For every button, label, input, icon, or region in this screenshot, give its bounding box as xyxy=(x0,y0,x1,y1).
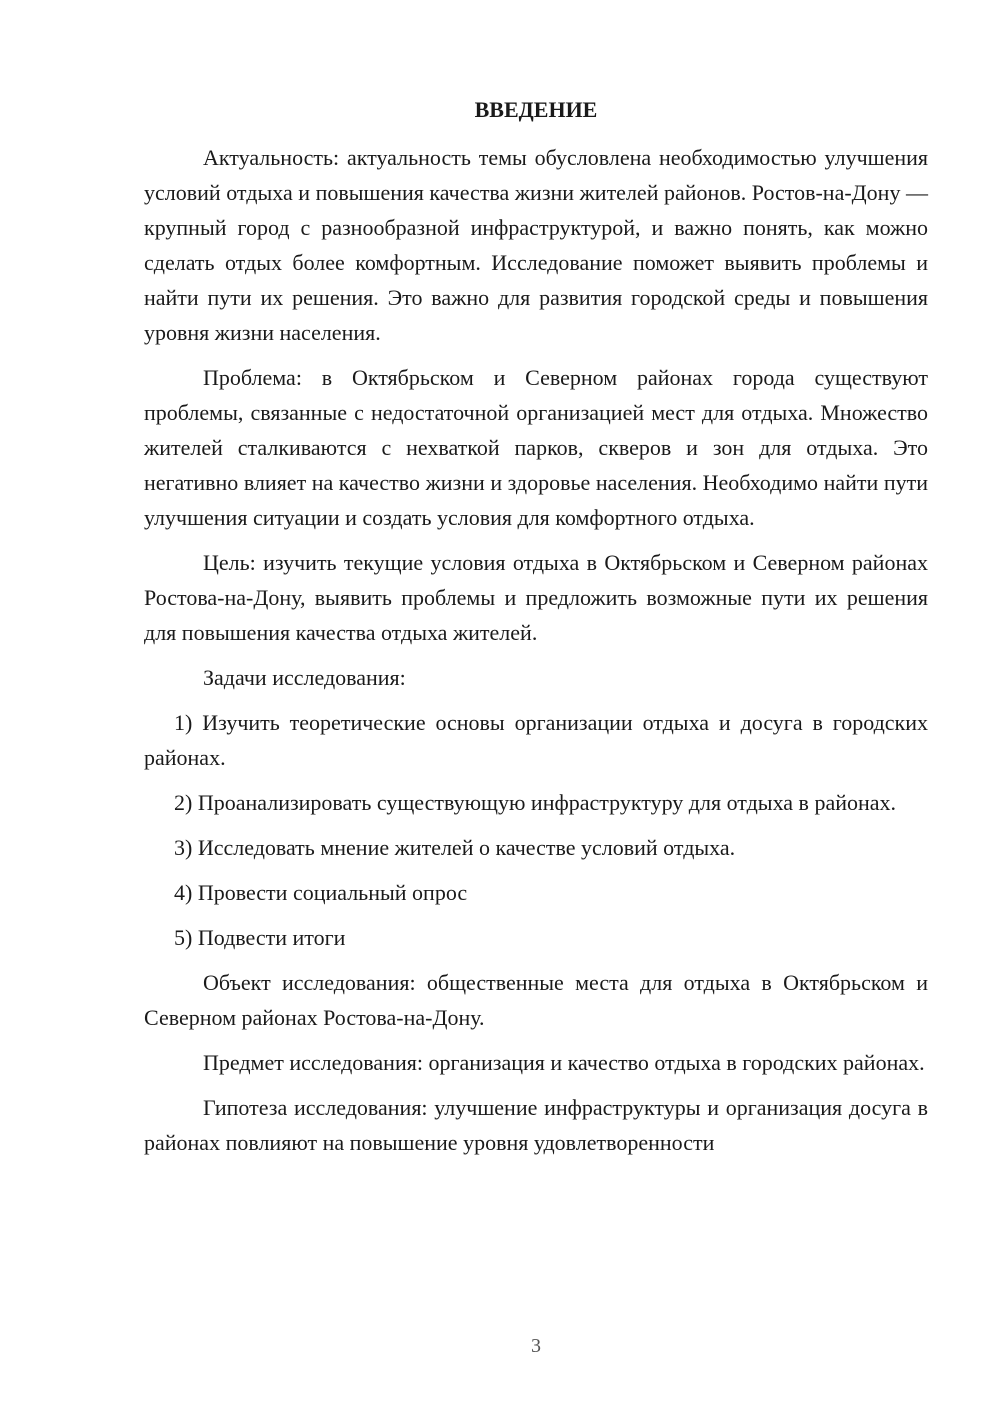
task-item-2: 2) Проанализировать существующую инфраструктуру для отдыха в районах. xyxy=(174,790,897,815)
paragraph-problem: Проблема: в Октябрьском и Северном районах города существуют проблемы, связанные с недостаточной организацией мест для отдыха. Множество жителей сталкиваются с нехваткой парков, скверов и зон для отдыха. Это негативно влияет на качество жизни и здоровье населения. Необходимо найти пути улучшения ситуации и создать условия для комфортного отдыха. xyxy=(144,365,928,530)
section-heading: ВВЕДЕНИЕ xyxy=(474,97,598,122)
task-item-3: 3) Исследовать мнение жителей о качестве условий отдыха. xyxy=(174,835,736,860)
paragraph-relevance: Актуальность: актуальность темы обусловлена необходимостью улучшения условий отдыха и повышения качества жизни жителей районов. Ростов-на-Дону — крупный город с разнообразной инфраструктурой, и важно понять, как можно сделать отдых более комфортным. Исследование поможет выявить проблемы и найти пути их решения. Это важно для развития городской среды и повышения уровня жизни населения. xyxy=(144,145,928,345)
task-item-4: 4) Провести социальный опрос xyxy=(174,880,468,905)
page-content xyxy=(144,95,928,1170)
paragraph-subject: Предмет исследования: организация и качество отдыха в городских районах. xyxy=(203,1050,925,1075)
paragraph-tasks-intro: Задачи исследования: xyxy=(203,665,406,690)
paragraph-goal: Цель: изучить текущие условия отдыха в Октябрьском и Северном районах Ростова-на-Дону, выявить проблемы и предложить возможные пути их решения для повышения качества отдыха жителей. xyxy=(144,550,928,645)
paragraph-hypothesis: Гипотеза исследования: улучшение инфраструктуры и организация досуга в районах повлияют на повышение уровня удовлетворенности xyxy=(144,1095,928,1155)
task-item-1: 1) Изучить теоретические основы организации отдыха и досуга в городских районах. xyxy=(144,710,928,770)
page-number: 3 xyxy=(531,1335,541,1357)
paragraph-object: Объект исследования: общественные места для отдыха в Октябрьском и Северном районах Ростова-на-Дону. xyxy=(144,970,928,1030)
task-item-5: 5) Подвести итоги xyxy=(174,925,346,950)
